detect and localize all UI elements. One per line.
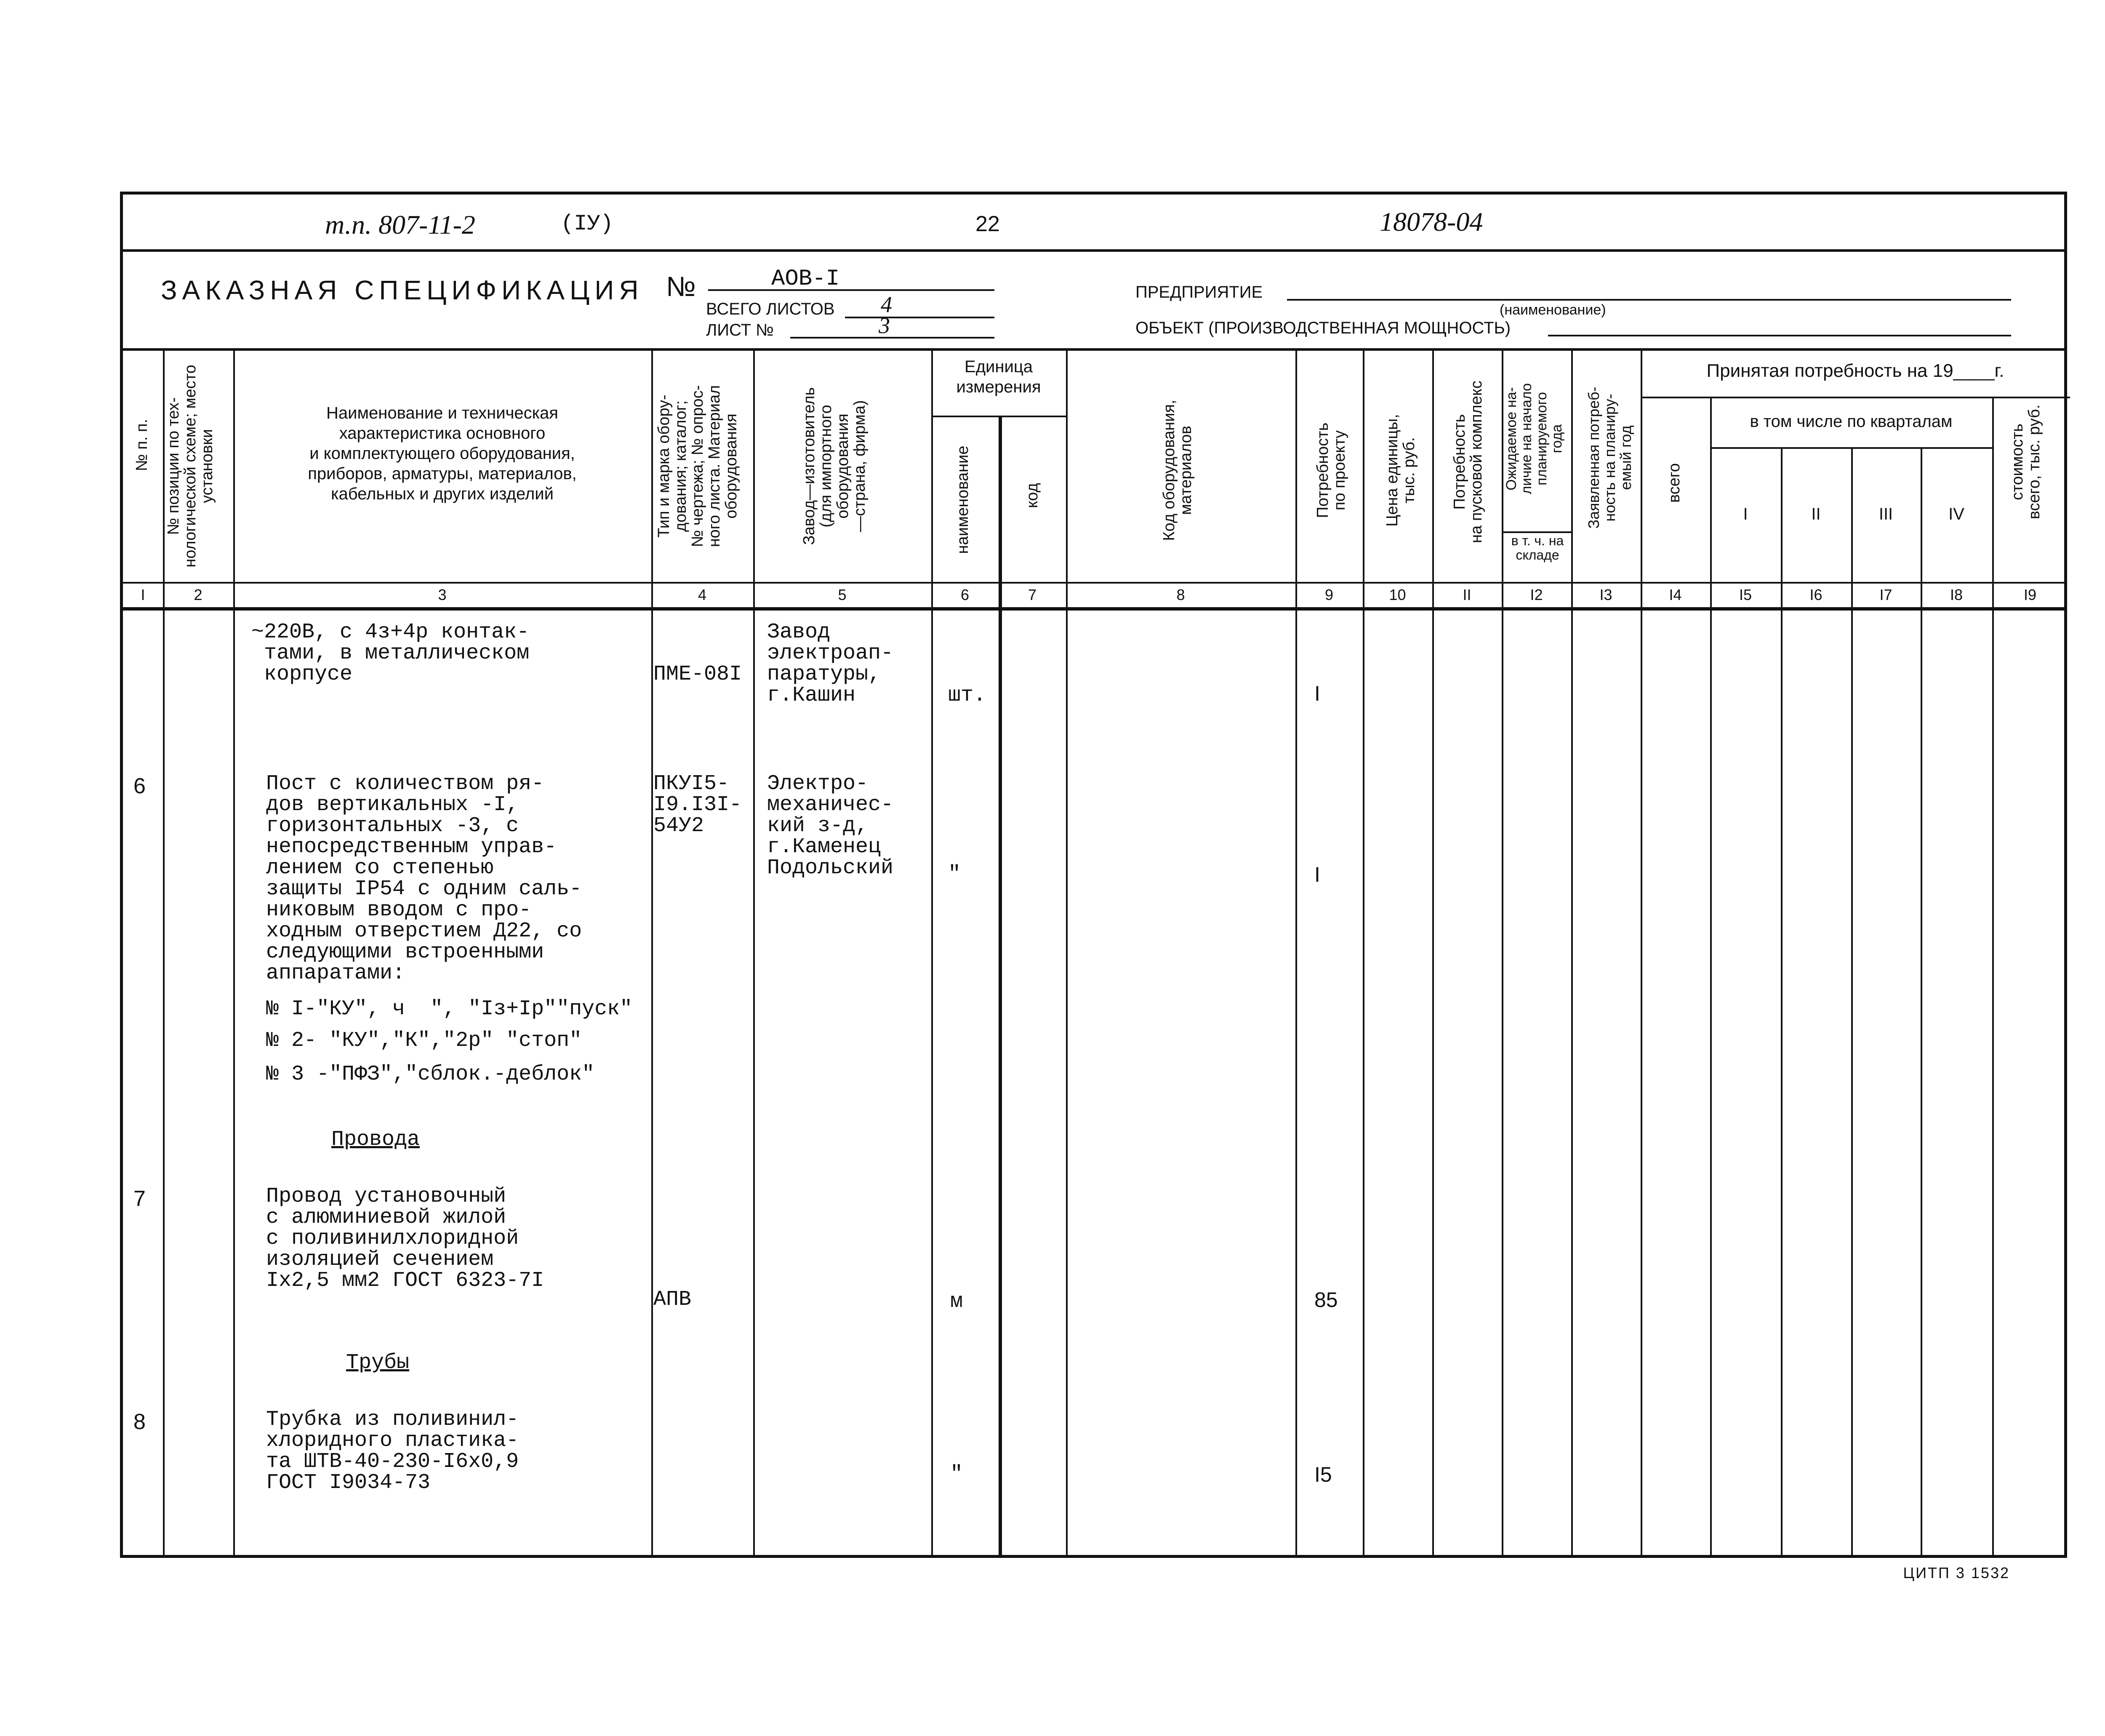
object-line (1548, 335, 2011, 336)
col7-header: код (1023, 483, 1041, 508)
col4-line: № чертежа; № опрос- (689, 385, 706, 547)
row-maker: Электро- механичес- кий з-д, г.Каменец Подольский (767, 772, 894, 880)
col11-header (1451, 352, 1485, 571)
col4-line: оборудования (722, 413, 740, 519)
col-line (1641, 348, 1642, 1558)
row-line (1710, 447, 1992, 449)
col4-line: ного листа. Материал (706, 385, 723, 547)
col13-line: емый год (1617, 425, 1634, 490)
row-line (123, 607, 2064, 611)
col15-header: I (1743, 505, 1748, 523)
col4-line: дования; каталог; (672, 400, 690, 532)
col9-line: по проекту (1331, 430, 1348, 511)
volume-label: (IУ) (561, 211, 613, 236)
col5-line: (для импортного (817, 405, 835, 528)
row-qty: I (1314, 682, 1320, 705)
specification-table (123, 348, 2064, 1558)
col8-line: материалов (1177, 426, 1195, 515)
col9-header (1314, 395, 1348, 546)
col5-line: Завод—изготовитель (800, 387, 818, 545)
col3-line: приборов, арматуры, материалов, (308, 464, 577, 483)
col-number: 5 (838, 586, 847, 603)
col19-header (2009, 373, 2043, 550)
col17-header: III (1879, 505, 1893, 523)
spec-no-value: АОВ-I (771, 266, 840, 292)
spec-no-line (708, 289, 994, 291)
col-number: I9 (2023, 586, 2037, 603)
col-line (1710, 397, 1712, 1558)
project-header (123, 195, 2064, 252)
row-name: № I-"КУ", ч ", "Iз+Iр""пуск" (266, 997, 633, 1021)
section-heading: Трубы (346, 1351, 410, 1375)
row-line (123, 582, 2064, 584)
col-number: 4 (698, 586, 707, 603)
col-number: I (141, 586, 145, 603)
col18-header: IV (1948, 505, 1964, 523)
col-number: 8 (1176, 586, 1185, 603)
col-number: I4 (1669, 586, 1682, 603)
row-name: Пост с количеством ря- дов вертикальных -I, горизонтальных -3, с непосредственным управ- лением со степенью защиты IP54 с одним саль- никовым вводом с про- ходным отверстием Д22, со следующими встроенными аппаратами: (266, 772, 582, 985)
col3-line: Наименование и техническая (326, 404, 558, 422)
col-number: 7 (1028, 586, 1037, 603)
object-label: ОБЪЕКТ (ПРОИЗВОДСТВЕННАЯ МОЩНОСТЬ) (1135, 319, 1511, 337)
col9-line: Потребность (1314, 422, 1332, 518)
row-unit: м (950, 1290, 963, 1314)
col10-line: Цена единицы, (1383, 414, 1401, 527)
col-line (233, 348, 235, 1558)
col-number: 9 (1324, 586, 1334, 603)
col12-header (1504, 352, 1564, 525)
row-number: 8 (133, 1410, 146, 1434)
col8-header (1161, 382, 1194, 559)
row-number: 6 (133, 774, 146, 798)
col-number: I8 (1950, 586, 1963, 603)
col-line (1781, 447, 1783, 1558)
footer-code: ЦИТП 3 1532 (1903, 1564, 2010, 1581)
row-unit: шт. (948, 683, 986, 707)
col4-line: Тип и марка обору- (655, 395, 673, 538)
sheet-label: ЛИСТ № (706, 321, 774, 339)
row-unit: " (950, 1462, 963, 1486)
col3-line: кабельных и других изделий (331, 485, 554, 503)
col2-header: № позиции по тех-нологической схеме; место установки (165, 365, 216, 568)
total-sheets-line (845, 317, 994, 318)
row-number: 7 (133, 1187, 146, 1211)
page-title: ЗАКАЗНАЯ СПЕЦИФИКАЦИЯ (161, 275, 644, 305)
row-qty: 85 (1314, 1288, 1338, 1312)
col13-line: ность на планиру- (1601, 394, 1618, 522)
row-line (1641, 397, 2070, 398)
document-number: 18078-04 (1380, 207, 1483, 237)
col-line (1571, 348, 1573, 1558)
col3-line: характеристика основного (339, 424, 546, 443)
col-line (1502, 348, 1503, 1558)
col-number: I2 (1530, 586, 1543, 603)
col11-line: на пусковой комплекс (1468, 381, 1485, 543)
sheet-value: 3 (879, 313, 890, 338)
col-number: I6 (1809, 586, 1823, 603)
specification-sheet (120, 192, 2067, 1558)
row-unit: " (948, 862, 961, 886)
col-line (1992, 397, 1994, 1558)
enterprise-label: ПРЕДПРИЯТИЕ (1135, 283, 1263, 301)
col5-header (801, 357, 868, 576)
spec-no-label: № (666, 271, 696, 302)
col-line (1295, 348, 1297, 1558)
row-type: ПМЕ-08I (653, 662, 742, 686)
row-name: № 3 -"ПФЗ","сблок.-деблок" (266, 1062, 595, 1086)
col-line (1432, 348, 1434, 1558)
col-number: 10 (1389, 586, 1406, 603)
col4-header (655, 357, 740, 576)
col-line (1066, 348, 1068, 1558)
col10-header (1384, 403, 1418, 538)
row-maker: Завод электроап- паратуры, г.Кашин (767, 620, 894, 707)
row-line (931, 416, 1066, 417)
accepted-group-header: Принятая потребность на 19____г. (1706, 360, 2004, 381)
col-number: I7 (1879, 586, 1892, 603)
col19-line: стоимость (2009, 424, 2026, 500)
col-number: 2 (194, 586, 203, 603)
quarter-group-header: в том числе по кварталам (1750, 412, 1953, 431)
col13-header (1586, 365, 1634, 550)
col-number: II (1463, 586, 1471, 603)
col12-line: планируемого (1534, 392, 1550, 485)
col-number: I3 (1599, 586, 1612, 603)
enterprise-line (1287, 299, 2011, 301)
section-heading: Провода (331, 1128, 420, 1152)
col1-header: № п. п. (133, 419, 151, 472)
col14-header: всего (1665, 463, 1683, 503)
col-number: 3 (438, 586, 447, 603)
col11-line: Потребность (1451, 414, 1468, 510)
col3-line: и комплектующего оборудования, (309, 444, 575, 463)
col-line (1921, 447, 1922, 1558)
project-code: т.п. 807-11-2 (325, 210, 475, 240)
col-line (753, 348, 755, 1558)
row-name: Трубка из поливинил- хлоридного пластика- та ШТВ-40-230-I6х0,9 ГОСТ I9034-73 (266, 1408, 519, 1495)
row-name: Провод установочный с алюминиевой жилой с поливинилхлоридной изоляцией сечением Iх2,5 мм2 ГОСТ 6323-7I (266, 1184, 544, 1293)
col16-header: II (1811, 505, 1821, 523)
col12-line: года (1549, 424, 1565, 453)
col-line (651, 348, 653, 1558)
col-number: 6 (960, 586, 970, 603)
col12-line: Ожидаемое на- (1503, 387, 1519, 491)
col19-line: всего, тыс. руб. (2025, 404, 2043, 520)
col-number: I5 (1739, 586, 1752, 603)
col5-line: оборудования (834, 413, 852, 519)
row-name: ~220В, с 4з+4р контак- тами, в металлическом корпусе (251, 620, 530, 686)
col-line (931, 348, 933, 1558)
col6-header: наименование (954, 445, 972, 554)
sheet-line (790, 337, 994, 339)
row-qty: I5 (1314, 1463, 1332, 1486)
page-number: 22 (975, 212, 1000, 236)
col-line (1363, 348, 1364, 1558)
col8-line: Код оборудования, (1160, 400, 1178, 541)
col3-header (233, 403, 651, 504)
unit-group-header: Единица измерения (956, 357, 1041, 396)
total-sheets-label: ВСЕГО ЛИСТОВ (706, 300, 835, 318)
col12-subheader: в т. ч. на складе (1511, 533, 1564, 563)
row-name: № 2- "КУ","К","2р" "стоп" (266, 1029, 582, 1053)
row-qty: I (1314, 863, 1320, 886)
row-type: АПВ (653, 1288, 692, 1312)
row-type: ПКУI5- I9.I3I- 54У2 (653, 772, 742, 838)
col5-line: —страна, фирма) (851, 400, 869, 532)
title-block (123, 249, 2064, 351)
col10-line: тыс. руб. (1400, 437, 1418, 504)
name-hint: (наименование) (1500, 302, 1606, 318)
total-sheets-value: 4 (881, 292, 892, 317)
col-line (1851, 447, 1853, 1558)
col13-line: Заявленная потреб- (1585, 387, 1602, 529)
col12-line: личие на начало (1519, 383, 1535, 494)
